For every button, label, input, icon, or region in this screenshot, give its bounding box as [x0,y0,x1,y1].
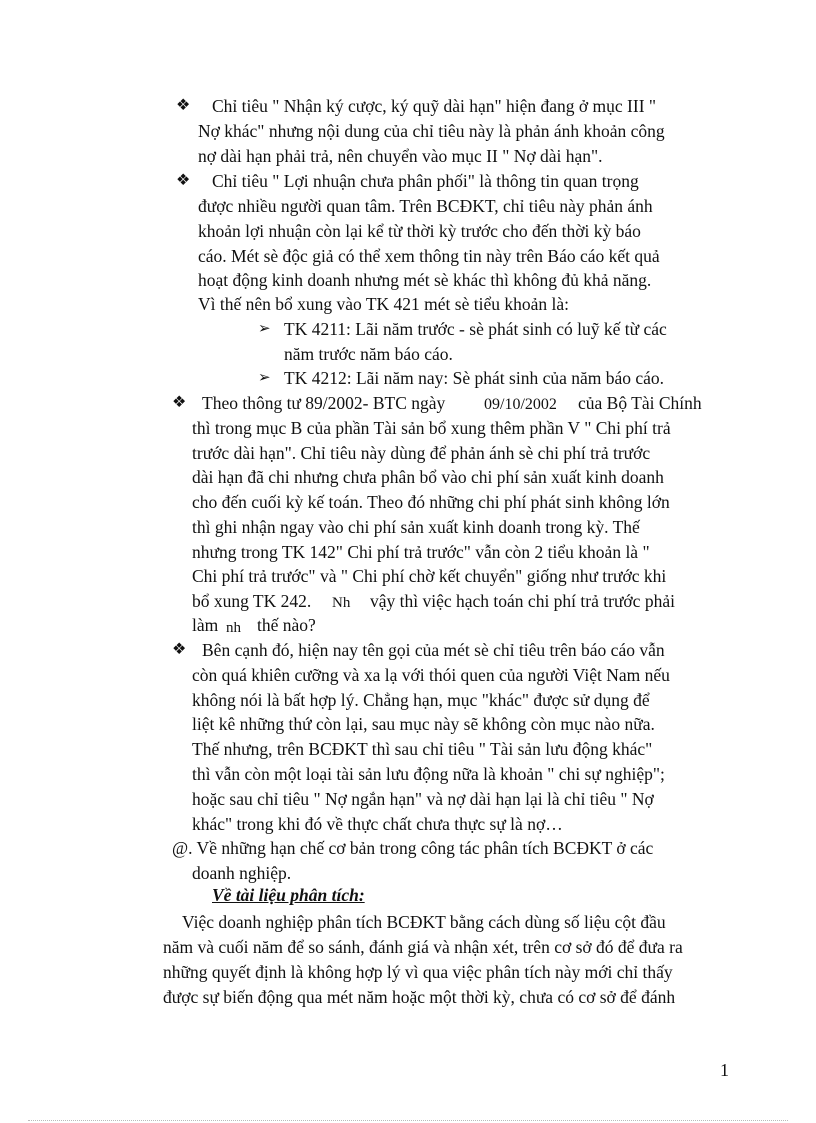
text-line: thì trong mục B của phần Tài sản bổ xung thêm phần V " Chi phí trả [192,418,671,438]
arrow-bullet-icon: ➢ [258,321,271,337]
text-fragment: nh [226,620,241,636]
text-line: thì ghi nhận ngay vào chi phí sản xuất kinh doanh trong kỳ. Thế [192,517,640,537]
text-line: TK 4211: Lãi năm trước - sè phát sinh có luỹ kế từ các [284,319,667,339]
text-line: thế nào? [257,615,316,635]
page-number: 1 [720,1060,729,1080]
text-line: Chi phí trả trước" và " Chi phí chờ kết chuyển" giống như trước khi [192,566,667,586]
arrow-bullet-icon: ➢ [258,370,271,386]
footer-divider [28,1120,788,1121]
text-line: trước dài hạn". Chỉ tiêu này dùng để phản ánh sè chi phí trả trước [192,443,651,463]
text-line: thì vẫn còn một loại tài sản lưu động nữa là khoản " chi sự nghiệp"; [192,764,665,784]
text-line: nhưng trong TK 142" Chi phí trả trước" vẫn còn 2 tiểu khoản là " [192,542,650,562]
text-line: Theo thông tư 89/2002- BTC ngày [202,393,446,413]
text-line: Thế nhưng, trên BCĐKT thì sau chỉ tiêu " Tài sản lưu động khác" [192,739,653,759]
text-line: nợ dài hạn phải trả, nên chuyển vào mục II " Nợ dài hạn". [198,146,603,166]
diamond-bullet-icon: ❖ [176,172,191,189]
text-line: hoặc sau chỉ tiêu " Nợ ngắn hạn" và nợ dài hạn lại là chỉ tiêu " Nợ [192,789,654,809]
text-line: vậy thì việc hạch toán chi phí trả trước phải [370,591,675,611]
date-field: 09/10/2002 [484,396,557,413]
text-line: được nhiều người quan tâm. Trên BCĐKT, chỉ tiêu này phản ánh [198,196,653,216]
text-line: được sự biến động qua mét năm hoặc một thời kỳ, chưa có cơ sở để đánh [163,987,676,1007]
text-line: khác" trong khi đó về thực chất chưa thực sự là nợ… [192,814,563,834]
text-line: Chỉ tiêu " Lợi nhuận chưa phân phối" là thông tin quan trọng [212,171,639,191]
text-line: khoản lợi nhuận còn lại kể từ thời kỳ trước cho đến thời kỳ báo [198,221,641,241]
text-line: những quyết định là không hợp lý vì qua việc phân tích này mới chỉ thấy [163,962,673,982]
text-line: Vì thế nên bổ xung vào TK 421 mét sè tiểu khoản là: [198,294,569,314]
text-line: không nói là bất hợp lý. Chẳng hạn, mục "khác" được sử dụng để [192,690,650,710]
text-line: Việc doanh nghiệp phân tích BCĐKT bằng cách dùng số liệu cột đầu [182,912,666,932]
text-line: làm [192,615,219,635]
text-line: còn quá khiên cưỡng và xa lạ với thói quen của người Việt Nam nếu [192,665,670,685]
text-fragment: Nh [332,595,351,611]
diamond-bullet-icon: ❖ [172,394,187,411]
text-line: cho đến cuối kỳ kế toán. Theo đó những chi phí phát sinh không lớn [192,492,670,512]
text-line: Nợ khác" nhưng nội dung của chỉ tiêu này là phản ánh khoản công [198,121,665,141]
text-line: @. Về những hạn chế cơ bản trong công tác phân tích BCĐKT ở các [172,838,654,858]
text-line: Chỉ tiêu " Nhận ký cược, ký quỹ dài hạn" hiện đang ở mục III " [212,96,657,116]
text-line: của Bộ Tài Chính [578,393,702,413]
text-line: cáo. Mét sè độc giả có thể xem thông tin này trên Báo cáo kết quả [198,246,660,266]
text-line: hoạt động kinh doanh nhưng mét sè khác thì không đủ khả năng. [198,270,652,290]
text-line: liệt kê những thứ còn lại, sau mục này sẽ không còn mục nào nữa. [192,714,655,734]
diamond-bullet-icon: ❖ [172,641,187,658]
text-line: năm và cuối năm để so sánh, đánh giá và nhận xét, trên cơ sở đó để đưa ra [163,937,683,957]
text-line: bổ xung TK 242. [192,591,312,611]
text-line: dài hạn đã chi nhưng chưa phân bổ vào chi phí sản xuất kinh doanh [192,467,664,487]
text-line: năm trước năm báo cáo. [284,344,453,364]
section-heading: Về tài liệu phân tích: [212,885,365,905]
text-line: doanh nghiệp. [192,863,292,883]
diamond-bullet-icon: ❖ [176,97,191,114]
text-line: TK 4212: Lãi năm nay: Sè phát sinh của năm báo cáo. [284,368,665,388]
text-line: Bên cạnh đó, hiện nay tên gọi của mét sè chỉ tiêu trên báo cáo vẫn [202,640,665,660]
